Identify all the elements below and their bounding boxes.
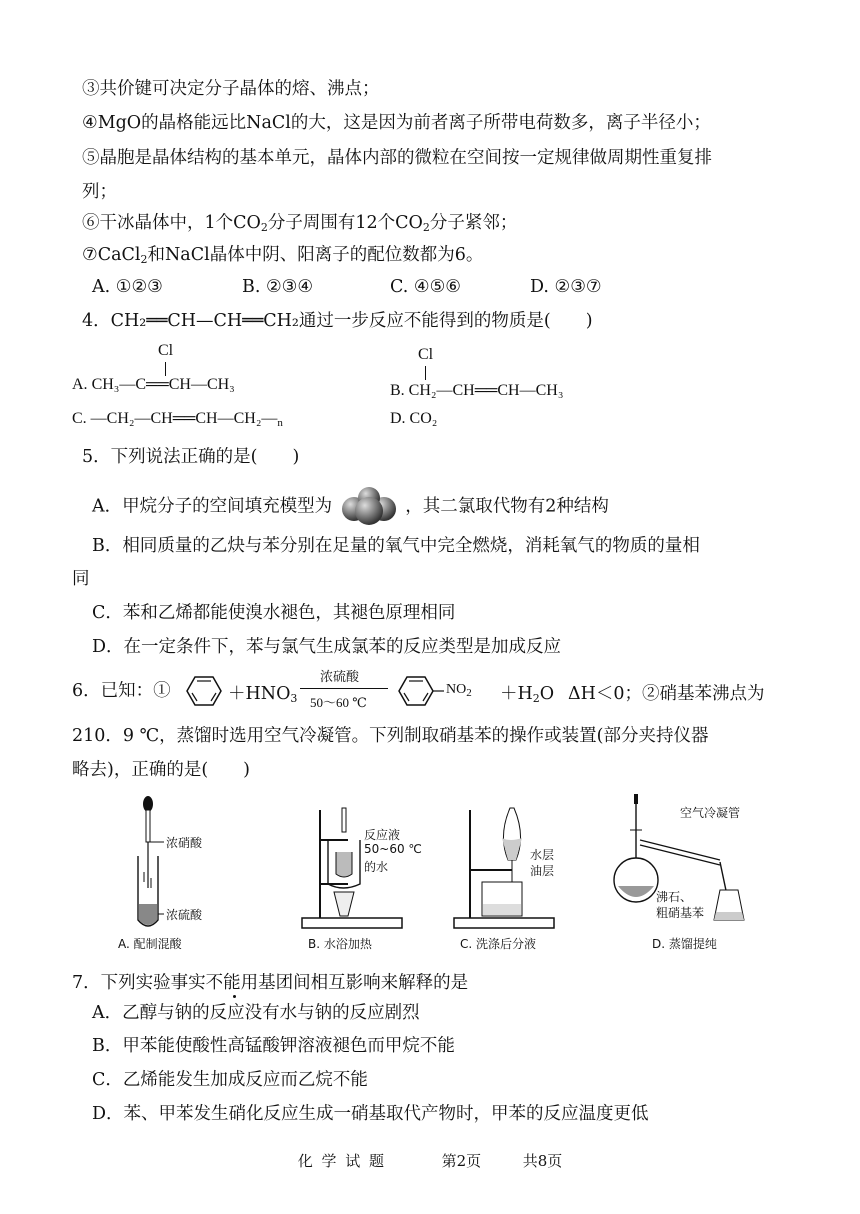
benzene-icon <box>186 675 222 707</box>
q6-cond-top: 浓硫酸 <box>320 669 360 684</box>
q3-option-a[interactable]: A. ①②③ <box>92 277 163 297</box>
q6-cond-bottom: 50～60 ℃ <box>310 695 367 710</box>
figure-d-caption: D. 蒸馏提纯 <box>652 937 717 951</box>
q7-option-c[interactable]: C．乙烯能发生加成反应而乙烷不能 <box>92 1070 368 1090</box>
q4-a-sub: Cl <box>158 342 174 359</box>
q5-option-b-line2: 同 <box>72 569 90 589</box>
figure-b-caption: B. 水浴加热 <box>308 937 372 951</box>
figure-b-apparatus <box>298 800 408 940</box>
q7-option-a[interactable]: A．乙醇与钠的反应没有水与钠的反应剧烈 <box>92 1003 420 1023</box>
q4-option-c[interactable]: C. $—CH_2—CH══CH—CH_2—_n$ <box>72 410 283 429</box>
q6-stem-line2: 210．9 ℃，蒸馏时选用空气冷凝管。下列制取硝基苯的操作或装置(部分夹持仪器 <box>72 726 709 746</box>
q4-a-bond <box>165 362 166 376</box>
q7-option-b[interactable]: B．甲苯能使酸性高锰酸钾溶液褪色而甲烷不能 <box>92 1036 455 1056</box>
figure-b-label1: 反应液 <box>364 828 401 842</box>
statement-5a: ⑤晶胞是晶体结构的基本单元，晶体内部的微粒在空间按一定规律做周期性重复排 <box>82 148 712 168</box>
q4-option-d[interactable]: D. CO₂ <box>390 410 438 427</box>
figure-a-label1: 浓硝酸 <box>166 836 203 850</box>
q4-stem: 4．CH₂══CH—CH══CH₂通过一步反应不能得到的物质是( ) <box>82 311 593 331</box>
figure-b-label3: 的水 <box>364 860 389 874</box>
methane-model-icon <box>338 487 400 527</box>
q5-option-d[interactable]: D．在一定条件下，苯与氯气生成氯苯的反应类型是加成反应 <box>92 637 562 657</box>
statement-7: ⑦CaCl$_2$和NaCl晶体中阴、阳离子的配位数都为6。 <box>82 245 484 266</box>
figure-d-label2: 沸石、 <box>656 890 693 904</box>
figure-a-apparatus <box>110 792 230 952</box>
figure-a-caption: A. 配制混酸 <box>118 937 182 951</box>
q6-arrow <box>300 688 388 689</box>
statement-4: ④MgO的晶格能远比NaCl的大，这是因为前者离子所带电荷数多，离子半径小； <box>82 113 711 133</box>
q4-option-b[interactable]: B. CH₂—CH══CH—CH₃ <box>390 382 564 399</box>
q5-stem: 5．下列说法正确的是( ) <box>82 447 300 467</box>
footer-subject: 化 学 试 题 <box>297 1152 385 1170</box>
q4-b-bond <box>425 366 426 380</box>
figure-b-label2: 50~60 ℃ <box>364 842 422 856</box>
q6-stem-line3: 略去)，正确的是( ) <box>72 760 250 780</box>
figure-c-caption: C. 洗涤后分液 <box>460 937 537 951</box>
statement-5b: 列； <box>82 182 117 202</box>
q6-no2: $NO_2$ <box>446 682 472 699</box>
q7-option-d[interactable]: D．苯、甲苯发生硝化反应生成一硝基取代产物时，甲苯的反应温度更低 <box>92 1104 649 1124</box>
q3-options <box>92 274 602 300</box>
q5-option-c[interactable]: C．苯和乙烯都能使溴水褪色，其褪色原理相同 <box>92 603 456 623</box>
emphasis-dot <box>233 995 236 998</box>
page-footer <box>0 1150 860 1171</box>
figure-a-label2: 浓硫酸 <box>166 908 203 922</box>
figure-c-label2: 油层 <box>530 864 555 878</box>
q6-h2o: $+H_2O$ <box>500 684 555 705</box>
q6-dh: ΔH＜0；②硝基苯沸点为 <box>568 684 765 704</box>
figure-d-label1: 空气冷凝管 <box>680 806 741 820</box>
q7-stem: 7．下列实验事实不能用基团间相互影响来解释的是 <box>72 973 469 993</box>
q5-option-b-line1[interactable]: B．相同质量的乙炔与苯分别在足量的氧气中完全燃烧，消耗氧气的物质的量相 <box>92 536 700 556</box>
nitrobenzene-icon <box>398 675 444 707</box>
q4-option-a[interactable]: A. CH₃—C══CH—CH₃ <box>72 376 235 393</box>
footer-total: 共8页 <box>522 1152 563 1170</box>
footer-page: 第2页 <box>441 1152 482 1170</box>
q3-option-b[interactable]: B. ②③④ <box>242 277 314 297</box>
q6-stem-line1: 6．已知：① <box>72 681 171 701</box>
q4-b-sub: Cl <box>418 346 434 363</box>
q3-option-c[interactable]: C. ④⑤⑥ <box>390 277 461 297</box>
statement-3: ③共价键可决定分子晶体的熔、沸点； <box>82 79 380 99</box>
q5-option-a[interactable]: A．甲烷分子的空间填充模型为 ，其二氯取代物有2种结构 <box>92 487 609 527</box>
q3-option-d[interactable]: D. ②③⑦ <box>530 277 602 297</box>
statement-6: ⑥干冰晶体中，1个$CO_2$分子周围有12个$CO_2$分子紧邻； <box>82 213 518 234</box>
q6-hno3: $+HNO_3$ <box>228 684 298 705</box>
figure-c-label1: 水层 <box>530 848 555 862</box>
figure-d-label3: 粗硝基苯 <box>656 906 705 920</box>
